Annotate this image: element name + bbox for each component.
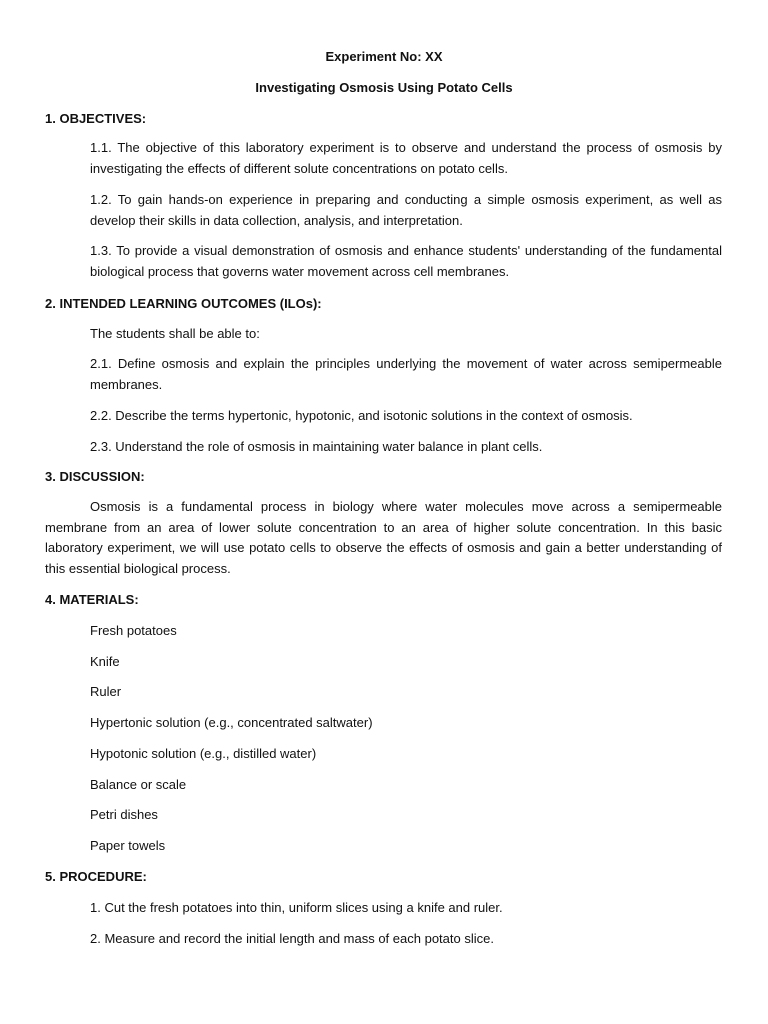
procedure-step: 2. Measure and record the initial length and mass of each potato slice. bbox=[90, 931, 494, 946]
procedure-step: 1. Cut the fresh potatoes into thin, uniform slices using a knife and ruler. bbox=[90, 900, 503, 915]
ilo-2-2: 2.2. Describe the terms hypertonic, hypotonic, and isotonic solutions in the context of osmosis. bbox=[90, 408, 633, 423]
ilo-2-3: 2.3. Understand the role of osmosis in maintaining water balance in plant cells. bbox=[90, 439, 543, 454]
discussion-paragraph: Osmosis is a fundamental process in biology where water molecules move across a semipermeable membrane from an area of lower solute concentration to an area of higher solute concentration. In this basic laboratory experiment, we will use potato cells to observe the effects of osmosis and gain a better understanding of this essential biological process. bbox=[45, 499, 722, 576]
objective-1-2: 1.2. To gain hands-on experience in preparing and conducting a simple osmosis experiment, as well as develop their skills in data collection, analysis, and interpretation. bbox=[90, 192, 722, 228]
material-item: Fresh potatoes bbox=[90, 623, 177, 638]
material-item: Ruler bbox=[90, 684, 122, 699]
material-item: Balance or scale bbox=[90, 777, 187, 792]
objective-1-3: 1.3. To provide a visual demonstration of osmosis and enhance students' understanding of the fundamental biological process that governs water movement across cell membranes. bbox=[90, 243, 722, 279]
procedure-heading: 5. PROCEDURE: bbox=[45, 869, 147, 884]
ilos-intro: The students shall be able to: bbox=[90, 326, 260, 341]
materials-heading: 4. MATERIALS: bbox=[45, 592, 139, 607]
material-item: Knife bbox=[90, 654, 120, 669]
discussion-heading: 3. DISCUSSION: bbox=[45, 469, 145, 484]
material-item: Hypotonic solution (e.g., distilled water) bbox=[90, 746, 317, 761]
objectives-heading: 1. OBJECTIVES: bbox=[45, 111, 147, 126]
ilo-2-1: 2.1. Define osmosis and explain the principles underlying the movement of water across semipermeable membranes. bbox=[90, 356, 722, 392]
material-item: Petri dishes bbox=[90, 807, 158, 822]
material-item: Hypertonic solution (e.g., concentrated saltwater) bbox=[90, 715, 373, 730]
experiment-number: Experiment No: XX bbox=[325, 49, 443, 64]
ilos-heading: 2. INTENDED LEARNING OUTCOMES (ILOs): bbox=[45, 296, 322, 311]
document-title: Investigating Osmosis Using Potato Cells bbox=[255, 80, 513, 95]
material-item: Paper towels bbox=[90, 838, 166, 853]
objective-1-1: 1.1. The objective of this laboratory experiment is to observe and understand the process of osmosis by investigating the effects of different solute concentrations on potato cells. bbox=[90, 140, 722, 176]
